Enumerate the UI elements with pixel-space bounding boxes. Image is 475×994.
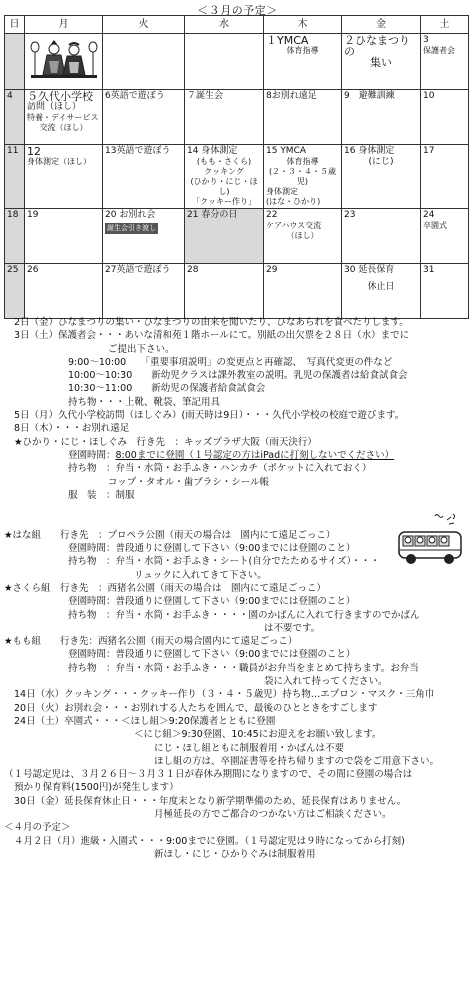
note-line: 持ち物 ：弁当・水筒・お手ふき・・・・園のかばんに入れて行きますのでかばん (68, 609, 420, 621)
event-text: 体育指導 (286, 157, 319, 166)
day-cell-6: 6英語で遊ぼう (103, 90, 185, 145)
day-label: 22 (266, 210, 278, 220)
day-cell-31: 31 (421, 264, 469, 319)
event-text: (ひかり・にじ・ほし) (190, 177, 258, 196)
day-label: 24 (423, 210, 435, 220)
note-line: 袋に入れて持ってください。 (264, 676, 388, 688)
day-label: 20 お別れ会 (105, 210, 156, 220)
event-text: 身体測定（ほし） (27, 157, 91, 166)
day-cell-17: 17 (421, 145, 469, 209)
note-line: 10:00～10:30 新幼児クラスは課外教室の説明。乳児の保護者は給食試食会 (68, 370, 408, 382)
event-text: (はな・ひかり) (266, 197, 321, 206)
bus-icon (395, 512, 467, 570)
day-cell-7: ７誕生会 (185, 90, 264, 145)
day-cell-16 (342, 145, 421, 209)
day-cell-13: 13英語で遊ぼう (103, 145, 185, 209)
day-cell-9: 9 避難訓練 (342, 90, 421, 145)
header-thu: 木 (264, 16, 342, 34)
week-row (5, 90, 469, 145)
note-line: 30日（金）延長保育休止日・・・年度末となり新学期準備のため、延長保育はありません。 (14, 795, 407, 807)
note-line: 14日（水）クッキング・・・クッキー作り（３・４・５歳児）持ち物…エプロン・マスク・三角巾 (14, 689, 435, 701)
note-line: 持ち物 ：弁当・水筒・お手ふき・・・職員がお弁当をまとめて持ちます。お弁当 (68, 662, 419, 674)
note-line: ４月２日（月）進級・入園式・・・9:00までに登園。（１号認定児は９時になってから打刻) (14, 835, 405, 847)
note-underlined: 8:00までに登園（１号認定の方はiPadに打刻しないでください） (115, 449, 395, 461)
day-cell-empty (103, 34, 185, 90)
event-badge: 誕生会引き渡し (107, 224, 156, 232)
day-label: １YMCA (266, 34, 309, 47)
header-mon: 月 (25, 16, 103, 34)
day-cell-24 (421, 209, 469, 264)
note-line: 登園時間：普段通りに登園して下さい（9:00までには登園のこと） (68, 649, 356, 661)
note-line (4, 449, 472, 462)
note-label: 登園時間： (68, 449, 116, 461)
day-cell-15 (264, 145, 342, 209)
hina-dolls-icon (29, 39, 99, 79)
day-label: 16 身体測定 (344, 146, 395, 156)
note-line: コップ・タオル・歯ブラシ・シール帳 (108, 476, 270, 488)
note-line: 5日（月）久代小学校訪問（ほしぐみ）(雨天時は9日）・・・久代小学校の校庭で遊びます。 (14, 410, 405, 422)
day-cell-5 (25, 90, 103, 145)
note-line: 10:30～11:00 新幼児の保護者給食試食会 (68, 383, 266, 395)
header-wed: 水 (185, 16, 264, 34)
day-cell-19: 19 (25, 209, 103, 264)
day-cell-26: 26 (25, 264, 103, 319)
note-line: ★さくら組 行き先 ：西猪名公園（雨天の場合は 園内にて遠足ごっこ） (4, 582, 326, 594)
note-line: にじ・ほし組ともに制服着用・かばんは不要 (154, 742, 345, 754)
event-text: クッキング (204, 167, 244, 176)
note-line: ＜にじ組＞9:30登園、10:45にお迎えをお願い致します。 (134, 729, 382, 741)
schedule-notes (4, 316, 472, 861)
event-text: （ほし） (286, 231, 319, 240)
note-line: は不要です。 (264, 622, 321, 634)
event-text: 休止日 (367, 282, 395, 292)
note-line: ★はな組 行き先 ：プロペラ公園（雨天の場合は 園内にて遠足ごっこ） (4, 529, 336, 541)
header-tue: 火 (103, 16, 185, 34)
note-line: ご提出下さい。 (108, 343, 175, 355)
day-label: 30 延長保育 (344, 265, 395, 275)
header-sun: 日 (5, 16, 25, 34)
day-cell-8: 8お別れ遠足 (264, 90, 342, 145)
note-line: リュックに入れてきて下さい。 (134, 569, 267, 581)
note-line: （１号認定児は、３月２６日～３月３１日が春休み期間になりますので、その間に登園の場合は (4, 769, 413, 781)
page-title: ＜３月の予定＞ (197, 4, 278, 17)
day-cell-28: 28 (185, 264, 264, 319)
day-cell-21: 21 春分の日 (185, 209, 264, 264)
note-line: 持ち物 ：弁当・水筒・お手ふき・ハンカチ（ポケットに入れておく） (68, 463, 372, 475)
day-cell-3 (421, 34, 469, 90)
calendar-table (4, 15, 469, 319)
note-line: 月極延長の方でご都合のつかない方はご相談ください。 (154, 808, 392, 820)
day-cell-27: 27英語で遊ぼう (103, 264, 185, 319)
header-sat: 土 (421, 16, 469, 34)
event-text: 身体測定 (266, 187, 298, 196)
event-text: 保護者会 (423, 46, 455, 55)
event-text: (もも・さくら) (196, 157, 252, 166)
day-label: ５久代小学校 (27, 90, 93, 103)
event-text: ケアハウス交流 (266, 221, 322, 230)
day-label: 14 身体測定 (187, 146, 238, 156)
note-line: ＜４月の予定＞ (4, 822, 71, 834)
calendar-header-row (5, 16, 469, 34)
day-cell-1 (264, 34, 342, 90)
event-text: 卒園式 (423, 221, 447, 230)
day-label: 12 (27, 145, 41, 158)
day-cell-29: 29 (264, 264, 342, 319)
day-label: ２ひなまつりの (344, 34, 410, 58)
day-cell-23: 23 (342, 209, 421, 264)
note-line: 持ち物・・・上靴、靴袋、筆記用具 (68, 396, 221, 408)
day-label: 3 (423, 35, 429, 45)
day-cell-22 (264, 209, 342, 264)
note-line: 20日（火）お別れ会・・・お別れする人たちを囲んで、最後のひとときをすごします (14, 702, 378, 714)
week-row (5, 34, 469, 90)
note-line: 預かり保育料(1500円)が発生します） (14, 782, 179, 794)
event-text: 「クッキー作り」 (192, 197, 256, 206)
header-fri: 金 (342, 16, 421, 34)
day-cell-empty (5, 34, 25, 90)
note-line: 服 装 ：制服 (68, 489, 135, 501)
day-cell-20 (103, 209, 185, 264)
note-line: 8日（木）・・・お別れ遠足 (14, 423, 130, 435)
day-cell-18: 18 (5, 209, 25, 264)
day-cell-2 (342, 34, 421, 90)
note-line: ほし組の方は、卒園証書等を持ち帰りますので袋をご用意下さい。 (154, 755, 440, 767)
day-cell-empty (25, 34, 103, 90)
note-line: 3日（土）保護者会・・・あいな清和苑１階ホールにて。別紙の出欠票を２８日（水）までに (14, 330, 410, 342)
note-line: 登園時間：普段通りに登園して下さい（9:00までには登園のこと） (68, 596, 356, 608)
day-cell-14 (185, 145, 264, 209)
event-text: 交流（ほし） (39, 123, 88, 132)
week-row (5, 145, 469, 209)
day-label: 15 YMCA (266, 146, 307, 156)
event-text: 訪問（ほし） (27, 102, 82, 112)
note-line: ★ひかり・にじ・ほしぐみ 行き先 ：キッズプラザ大阪（雨天決行） (14, 436, 317, 448)
day-cell-10: 10 (421, 90, 469, 145)
week-row (5, 264, 469, 319)
day-cell-25: 25 (5, 264, 25, 319)
day-cell-empty (185, 34, 264, 90)
week-row (5, 209, 469, 264)
day-cell-12 (25, 145, 103, 209)
event-text: 集い (370, 56, 392, 69)
day-cell-4: 4 (5, 90, 25, 145)
day-cell-30 (342, 264, 421, 319)
note-line: ★もも組 行き先：西猪名公園（雨天の場合園内にて遠足ごっこ） (4, 636, 298, 648)
note-line: 新ほし・にじ・ひかりぐみは制服着用 (154, 848, 316, 860)
note-line: 持ち物 ：弁当・水筒・お手ふき・シート(自分でたためるサイズ）・・・ (68, 556, 380, 568)
note-line: 9:00～10:00 「重要事項説明」の変更点と再確認、 写真代変更の件など (68, 356, 393, 368)
note-line: 24日（土）卒園式・・・＜ほし組＞9:20保護者とともに登園 (14, 715, 276, 727)
event-text: 体育指導 (286, 46, 319, 55)
day-cell-11: 11 (5, 145, 25, 209)
event-text: 特養・デイサービス (27, 113, 99, 122)
note-line: 登園時間：普段通りに登園して下さい（9:00までには登園のこと） (68, 543, 356, 555)
event-text: (にじ) (368, 157, 394, 167)
note-line: 2日（金）ひなまつりの集い・ひなまつりの由来を聞いたり、ひなあられを食べたりします。 (14, 317, 409, 328)
event-text: (２・３・４・５歳児) (268, 167, 337, 186)
